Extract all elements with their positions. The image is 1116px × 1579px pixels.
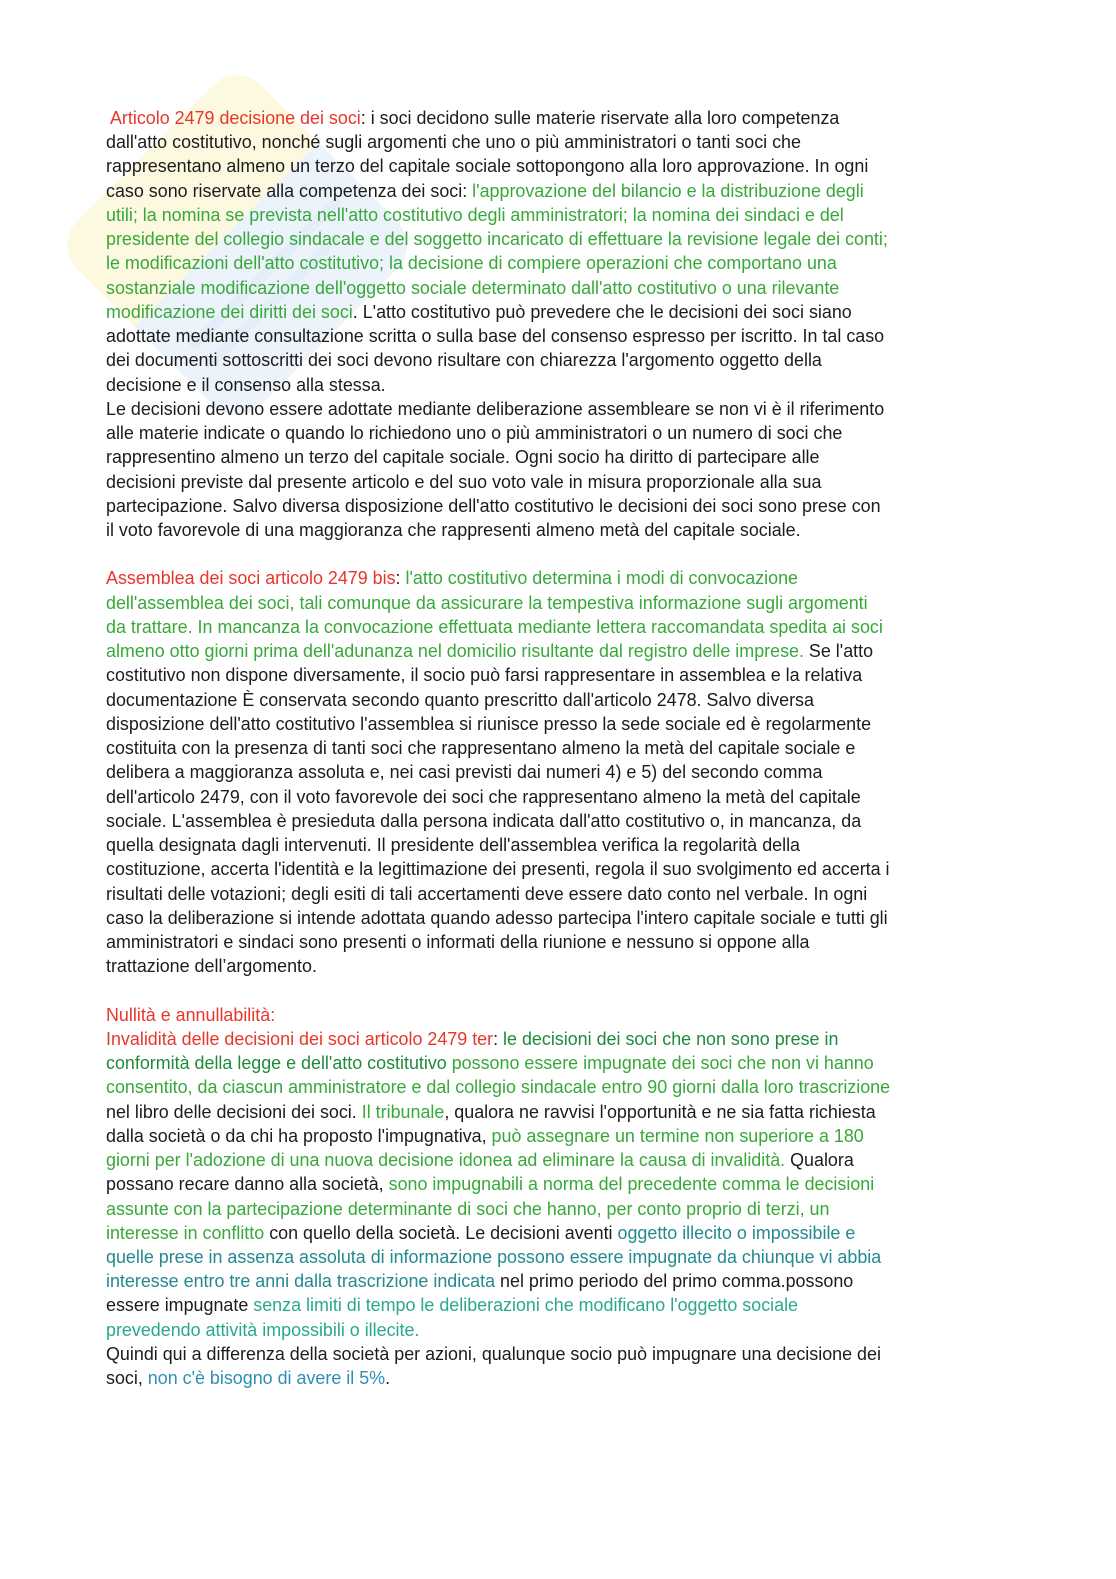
highlighted-text-run: assunte con la partecipazione determinante di soci che hanno, per conto proprio di terzi, un	[106, 1198, 830, 1219]
text-line	[106, 833, 1011, 857]
heading-text-run: Invalidità delle decisioni dei soci articolo 2479 ter	[106, 1028, 494, 1049]
text-line	[106, 373, 1011, 397]
text-line	[106, 809, 1011, 833]
text-run: rappresentano almeno un terzo del capitale sociale sottopongono alla loro approvazione. In ogni	[106, 156, 869, 177]
text-line	[106, 1027, 1011, 1051]
text-run: costituzione, accerta l'identità e la legittimazione dei presenti, regola il suo svolgimento ed accerta i	[106, 859, 890, 880]
text-line	[106, 470, 1011, 494]
text-line	[106, 300, 1011, 324]
heading-text-run: Assemblea dei soci articolo 2479 bis	[106, 568, 396, 589]
highlighted-text-run: almeno otto giorni prima dell'adunanza nel domicilio risultante dal registro delle imprese.	[106, 641, 804, 662]
text-line	[106, 1318, 1011, 1342]
highlighted-text-run: oggetto illecito o impossibile e	[617, 1222, 856, 1243]
text-run: . L'atto costitutivo può prevedere che le decisioni dei soci siano	[352, 301, 852, 322]
highlighted-text-run: sono impugnabili a norma del precedente comma le decisioni	[388, 1174, 875, 1195]
document-body	[106, 106, 1016, 1415]
text-line	[106, 1342, 1011, 1366]
text-line	[106, 1075, 1011, 1099]
highlighted-text-run: giorni per l'adozione di una nuova decisione idonea ad eliminare la causa di invalidità.	[106, 1150, 786, 1171]
text-line	[106, 1269, 1011, 1293]
highlighted-text-run: presidente del collegio sindacale e del soggetto incaricato di effettuare la revisione legale dei conti;	[106, 229, 888, 250]
text-line	[106, 1148, 1011, 1172]
text-run: dell'articolo 2479, con il voto favorevole dei soci che rappresentano almeno la metà del capitale	[106, 786, 861, 807]
text-line	[106, 445, 1011, 469]
text-line	[106, 712, 1011, 736]
highlighted-text-run: da trattare. In mancanza la convocazione effettuata mediante lettera raccomandata spedita ai soci	[106, 616, 883, 637]
text-line	[106, 736, 1011, 760]
highlighted-text-run: modificazione dei diritti dei soci	[106, 301, 353, 322]
text-line	[106, 251, 1011, 275]
text-line	[106, 421, 1011, 445]
text-line	[106, 760, 1011, 784]
text-line	[106, 130, 1011, 154]
highlighted-text-run: le modificazioni dell'atto costitutivo; la decisione di compiere operazioni che comportano una	[106, 253, 837, 274]
text-run: soci,	[106, 1368, 148, 1389]
text-line	[106, 348, 1011, 372]
paragraph-articolo-2479-bis	[106, 566, 1016, 978]
highlighted-text-run: conformità della legge e dell'atto costitutivo	[106, 1053, 447, 1074]
text-run: adottate mediante consultazione scritta o sulla base del consenso espresso per iscritto. In tal caso	[106, 326, 885, 347]
text-line	[106, 1172, 1011, 1196]
text-line	[106, 518, 1011, 542]
text-line	[106, 1221, 1011, 1245]
text-line	[106, 1003, 1011, 1027]
text-run: decisione e il consenso alla stessa.	[106, 374, 386, 395]
highlighted-text-run: interesse in conflitto	[106, 1222, 265, 1243]
highlighted-text-run: consentito, da ciascun amministratore e dal collegio sindacale entro 90 giorni dalla loro trascrizione	[106, 1077, 891, 1098]
text-line	[106, 1124, 1011, 1148]
text-run: decisioni previste dal presente articolo e del suo voto vale in misura proporzionale alla sua	[106, 471, 822, 492]
text-run: caso la deliberazione si intende adottata quando adesso partecipa l'intero capitale sociale e tutti gli	[106, 907, 888, 928]
text-line	[106, 663, 1011, 687]
highlighted-text-run: sostanziale modificazione dell'oggetto sociale determinato dall'atto costitutivo o una rilevante	[106, 277, 840, 298]
text-line	[106, 106, 1011, 130]
text-run: Quindi qui a differenza della società per azioni, qualunque socio può impugnare una decisione dei	[106, 1343, 881, 1364]
text-line	[106, 203, 1011, 227]
text-run: delibera a maggioranza assoluta e, nei casi previsti dai numeri 4) e 5) del secondo comma	[106, 762, 823, 783]
text-run: essere impugnate	[106, 1295, 254, 1316]
text-line	[106, 1366, 1011, 1390]
text-run: Le decisioni devono essere adottate mediante deliberazione assembleare se non vi è il riferimento	[106, 398, 885, 419]
text-run: possano recare danno alla società,	[106, 1174, 389, 1195]
heading-text-run: Nullità e annullabilità:	[106, 1004, 276, 1025]
text-run: disposizione dell'atto costitutivo l'assemblea si riunisce presso la sede sociale ed è regolarmente	[106, 713, 872, 734]
text-line	[106, 179, 1011, 203]
text-run: costitutivo non dispone diversamente, il socio può farsi rappresentare in assemblea e la relativa	[106, 665, 863, 686]
highlighted-text-run: può assegnare un termine non superiore a 180	[491, 1125, 864, 1146]
heading-text-run: Articolo 2479 decisione dei soci	[106, 108, 361, 128]
text-line	[106, 154, 1011, 178]
paragraph-articolo-2479	[106, 106, 1016, 542]
text-run: : i soci decidono sulle materie riservate alla loro competenza	[360, 108, 840, 128]
text-run: alle materie indicate o quando lo richiedono uno o più amministratori o un numero di soci che	[106, 423, 843, 444]
highlighted-text-run: senza limiti di tempo le deliberazioni che modificano l'oggetto sociale	[253, 1295, 799, 1316]
text-run: trattazione dell’argomento.	[106, 956, 317, 977]
text-line	[106, 639, 1011, 663]
highlighted-text-run: possono essere impugnate dei soci che non vi hanno	[446, 1053, 874, 1074]
paragraph-articolo-2479-ter	[106, 1003, 1016, 1391]
text-line	[106, 857, 1011, 881]
text-run: :	[493, 1028, 504, 1049]
text-run: sociale. L'assemblea è presieduta dalla persona indicata dall'atto costitutivo o, in mancanza, da	[106, 810, 862, 831]
text-run: il voto favorevole di una maggioranza che rappresenti almeno metà del capitale sociale.	[106, 519, 801, 540]
text-line	[106, 397, 1011, 421]
text-line	[106, 227, 1011, 251]
text-run: documentazione È conservata secondo quanto prescritto dall'articolo 2478. Salvo diversa	[106, 689, 814, 710]
text-run: .	[385, 1368, 391, 1389]
text-line	[106, 688, 1011, 712]
text-line	[106, 882, 1011, 906]
highlighted-text-run: utili; la nomina se prevista nell'atto costitutivo degli amministratori; la nomina dei sindaci e del	[106, 204, 844, 225]
text-line	[106, 954, 1011, 978]
text-line	[106, 1051, 1011, 1075]
text-run: , qualora ne ravvisi l'opportunità e ne sia fatta richiesta	[444, 1101, 876, 1122]
text-line	[106, 615, 1011, 639]
text-line	[106, 591, 1011, 615]
highlighted-text-run: prevedendo attività impossibili o illecite.	[106, 1319, 420, 1340]
text-line	[106, 566, 1011, 590]
text-line	[106, 930, 1011, 954]
highlighted-text-run: Il tribunale	[361, 1101, 445, 1122]
text-run: costituita con la presenza di tanti soci che rappresentano almeno la metà del capitale sociale e	[106, 738, 856, 759]
text-line	[106, 1293, 1011, 1317]
text-run: quella designata dagli intervenuti. Il presidente dell'assemblea verifica la regolarità della	[106, 835, 801, 856]
text-line	[106, 276, 1011, 300]
text-run: partecipazione. Salvo diversa disposizione dell'atto costitutivo le decisioni dei soci sono prese con	[106, 495, 881, 516]
text-run: Qualora	[785, 1150, 854, 1171]
highlighted-text-run: non c'è bisogno di avere il 5%	[147, 1368, 386, 1389]
text-run: risultati delle votazioni; degli esiti di tali accertamenti deve essere dato conto nel verbale. In ogni	[106, 883, 868, 904]
text-line	[106, 1100, 1011, 1124]
highlighted-text-run: dell'assemblea dei soci, tali comunque da assicurare la tempestiva informazione sugli argomenti	[106, 592, 868, 613]
text-run: nel libro delle decisioni dei soci.	[106, 1101, 362, 1122]
highlighted-text-run: quelle prese in assenza assoluta di informazione possono essere impugnate da chiunque vi abbia	[106, 1247, 882, 1268]
text-run: dalla società o da chi ha proposto l'impugnativa,	[106, 1125, 492, 1146]
text-run: nel primo periodo del primo comma.possono	[495, 1271, 854, 1292]
text-run: rappresentino almeno un terzo del capitale sociale. Ogni socio ha diritto di partecipare alle	[106, 447, 820, 468]
text-line	[106, 906, 1011, 930]
text-line	[106, 324, 1011, 348]
highlighted-text-run: l'atto costitutivo determina i modi di convocazione	[405, 568, 798, 589]
text-run: dall'atto costitutivo, nonché sugli argomenti che uno o più amministratori o tanti soci che	[106, 132, 801, 153]
text-line	[106, 494, 1011, 518]
highlighted-text-run: interesse entro tre anni dalla trascrizione indicata	[106, 1271, 496, 1292]
text-run: :	[395, 568, 406, 589]
text-run: Se l'atto	[803, 641, 874, 662]
highlighted-text-run: l'approvazione del bilancio e la distribuzione degli	[472, 180, 864, 201]
text-run: caso sono riservate alla competenza dei soci:	[106, 180, 473, 201]
text-line	[106, 1197, 1011, 1221]
text-run: amministratori e sindaci sono presenti o informati della riunione e nessuno si oppone alla	[106, 931, 810, 952]
text-run: con quello della società. Le decisioni aventi	[264, 1222, 618, 1243]
text-line	[106, 1245, 1011, 1269]
text-line	[106, 785, 1011, 809]
text-run: dei documenti sottoscritti dei soci devono risultare con chiarezza l'argomento oggetto della	[106, 350, 822, 371]
highlighted-text-run: le decisioni dei soci che non sono prese in	[503, 1028, 839, 1049]
